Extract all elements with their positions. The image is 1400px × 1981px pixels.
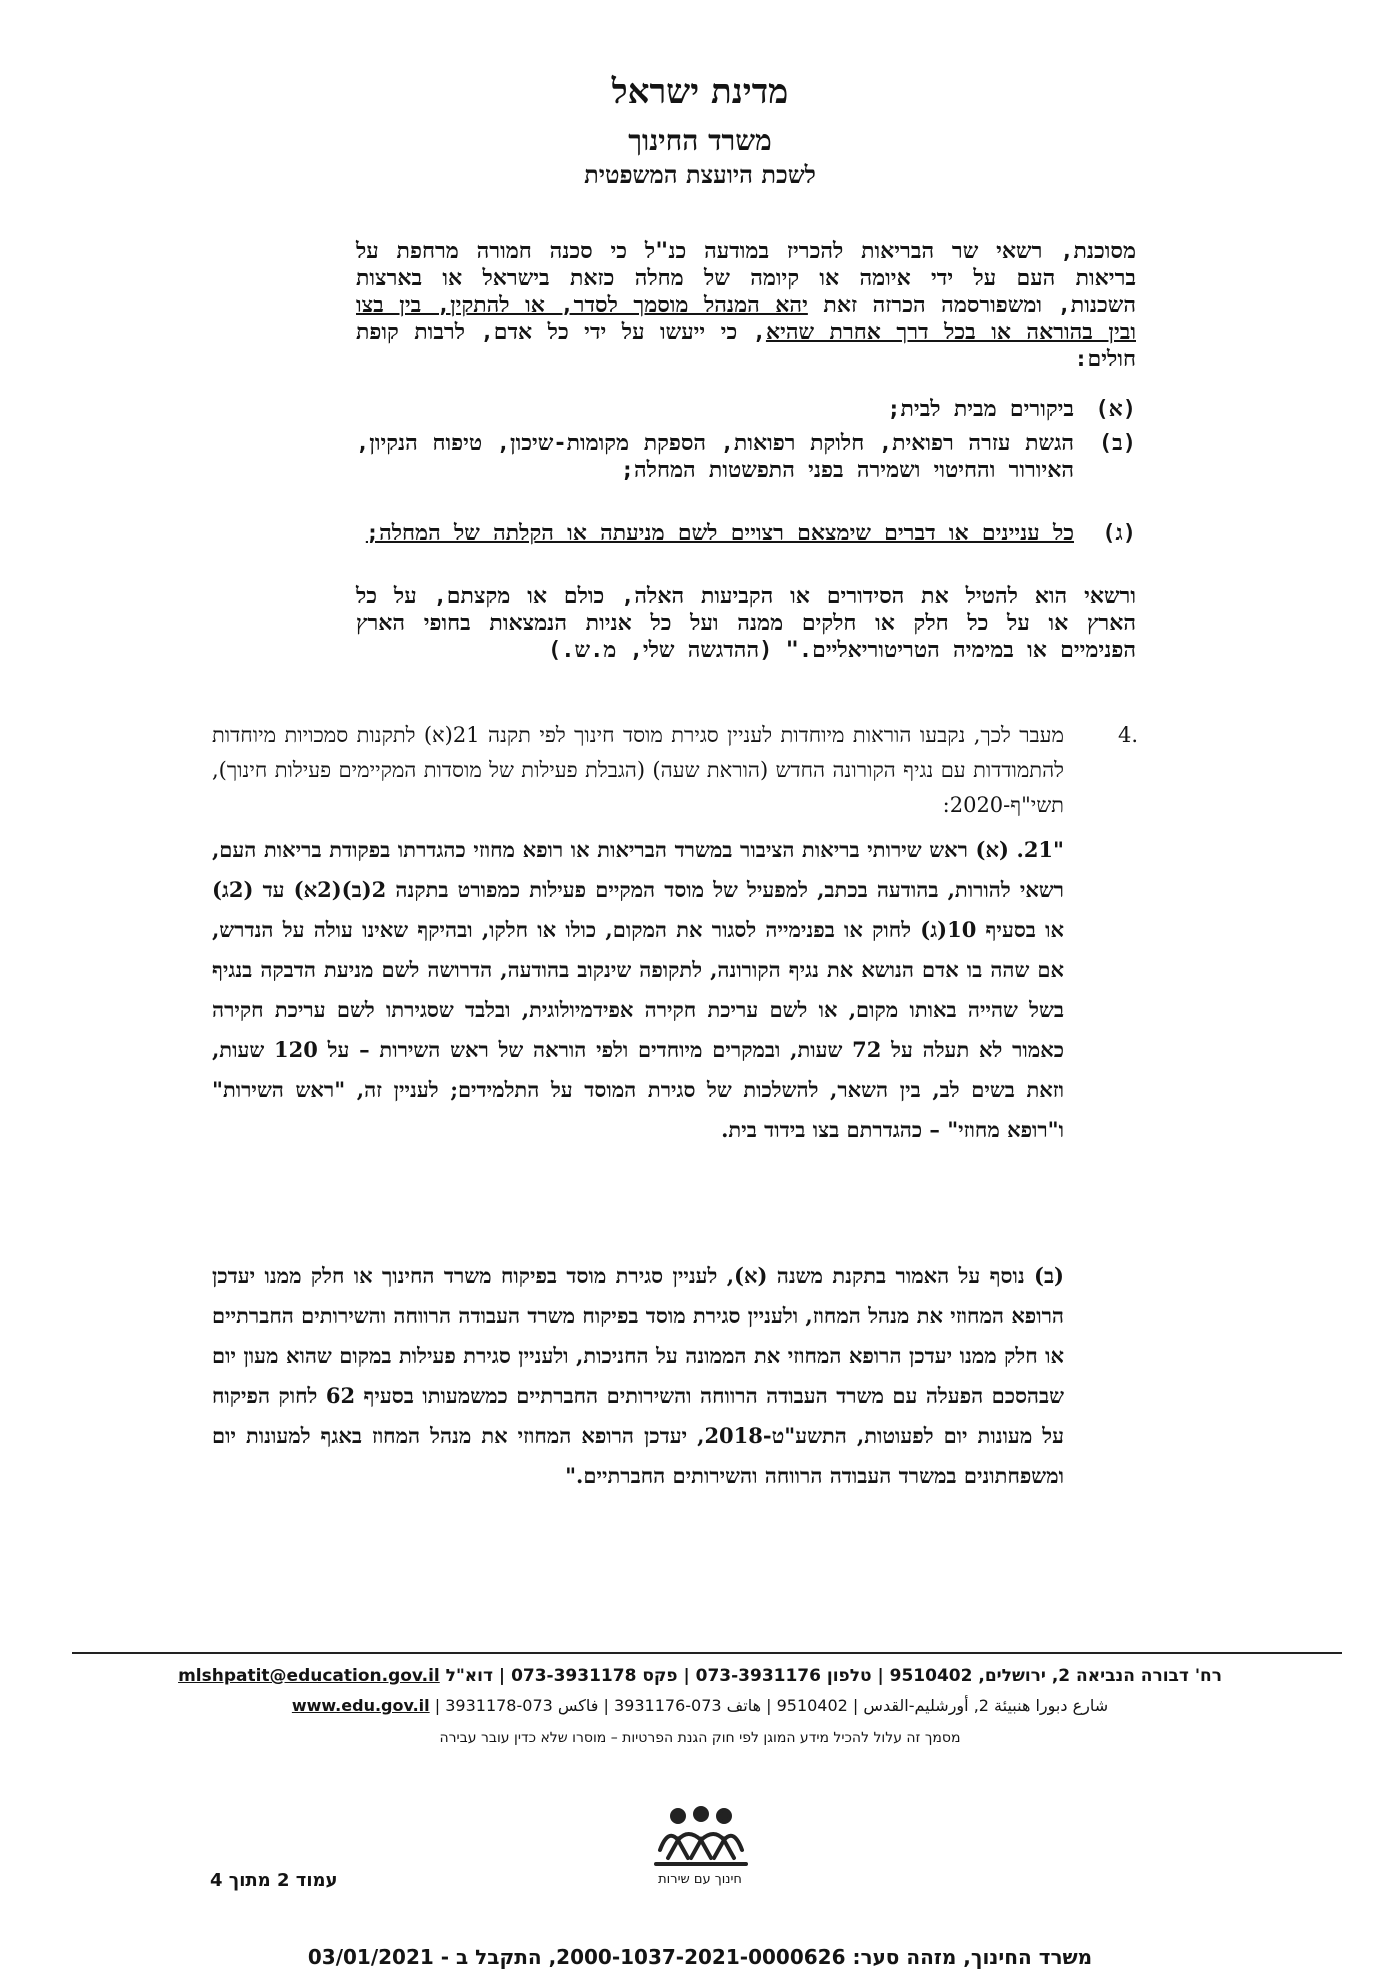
header-office: לשכת היועצת המשפטית bbox=[584, 160, 816, 189]
section-number: 4. bbox=[1117, 723, 1139, 747]
regulation-citation-a: "21. (א) ראש שירותי בריאות הציבור במשרד הבריאות או רופא מחוזי כהגדרתו בפקודת בריאות העם, רשאי להורות, בהודעה בכתב, למפעיל של מוסד המקיים פעילות כמפורט בתקנה 2(ב)(2א) עד (2ג) או בסעיף 10(ג) לחוק או בפנימייה לסגור את המקום, כולו או חלקו, ובהיקף שאינו עולה על הנדרש, אם שהה בו אדם הנושא את נגיף הקורונה, לתקופה שינקוב בהודעה, הדרושה לשם מניעת הדבקה בנגיף בשל שהייה באותו מקום, או לשם עריכת חקירה אפידמיולוגית, ובלבד שסגירתו לשם עריכת חקירה כאמור לא תעלה על 72 שעות, ובמקרים מיוחדים ולפי הוראה של ראש השירות – על 120 שעות, וזאת בשים לב, בין השאר, להשלכות של סגירת המוסד על התלמידים; לעניין זה, "ראש השירות" ו"רופא מחוזי" – כהגדרתם בצו בידוד בית. bbox=[212, 837, 1064, 1142]
footer-address-arabic bbox=[150, 1696, 1250, 1715]
item-mark: (א) bbox=[1095, 397, 1136, 422]
footer-address-arabic-text: شارع دبورا هنبيئة 2, أورشليم-القدس | 9510402 | هاتف 073-3931176 | فاكس 073-3931178 | bbox=[429, 1696, 1109, 1715]
quote-underlined: יהא המנהל מוסמך לסדר, או להתקין, בין בצו ובין בהוראה או בכל דרך אחרת שהיא bbox=[356, 293, 1136, 345]
item-mark: (ב) bbox=[1098, 431, 1136, 456]
quote-paragraph-2: ורשאי הוא להטיל את הסידורים או הקביעות האלה, כולם או מקצתם, על כל הארץ או על כל חלק או חלקים ממנה ועל כל אניות הנמצאות בחופי הארץ הפנימיים או במימיה הטריטוריאליים." (ההדגשה שלי, מ.ש.) bbox=[356, 584, 1136, 663]
footer-address-text: רח' דבורה הנביאה 2, ירושלים, 9510402 | טלפון 073-3931176 | פקס 073-3931178 | דוא"ל bbox=[439, 1666, 1222, 1686]
quote-text-tail: , כי ייעשו על ידי כל אדם, לרבות קופת חולים: bbox=[356, 320, 1136, 372]
header-ministry: משרד החינוך bbox=[628, 124, 772, 157]
email-link[interactable]: mlshpatit@education.gov.il bbox=[178, 1666, 440, 1686]
regulation-citation-b: (ב) נוסף על האמור בתקנת משנה (א), לעניין סגירת מוסד בפיקוח משרד החינוך או חלק ממנו יעדכן הרופא המחוזי את מנהל המחוז, ולעניין סגירת מוסד בפיקוח משרד העבודה הרווחה והשירותים החברתיים או חלק ממנו יעדכן הרופא המחוזי את הממונה על החניכות, ולעניין סגירת פעילות במקום שהוא מעון יום שבהסכם הפעלה עם משרד העבודה הרווחה והשירותים החברתיים כמשמעותו בסעיף 62 לחוק הפיקוח על מעונות יום לפעוטות, התשע"ט-2018, יעדכן הרופא המחוזי את מנהל המחוז באגף למעונות יום ומשפחתונים במשרד העבודה הרווחה והשירותים החברתיים." bbox=[212, 1263, 1064, 1488]
quote-item-b bbox=[356, 430, 1136, 484]
receipt-stamp: משרד החינוך, מזהה סער: 2000-1037-2021-0000626, התקבל ב - 03/01/2021 bbox=[307, 1945, 1093, 1969]
item-text: הגשת עזרה רפואית, חלוקת רפואות, הספקת מקומות-שיכון, טיפוח הנקיון, האיורור והחיטוי ושמירה בפני התפשטות המחלה; bbox=[356, 431, 1074, 483]
item-text: ביקורים מבית לבית; bbox=[887, 397, 1074, 422]
section-4-text: מעבר לכך, נקבעו הוראות מיוחדות לעניין סגירת מוסד חינוך לפי תקנה 21(א) לתקנות סמכויות מיוחדות להתמודדות עם נגיף הקורונה החדש (הוראת שעה) (הגבלת פעילות של מוסדות המקיימים פעילות חינוך), תשי"ף-2020: bbox=[212, 723, 1064, 817]
footer-privacy-notice: מסמך זה עלול להכיל מידע המוגן לפי חוק הגנת הפרטיות – מוסרו שלא כדין עובר עבירה bbox=[439, 1730, 961, 1746]
logo-caption: חינוך עם שירות bbox=[658, 1872, 742, 1887]
quote-text: מסוכנת, רשאי שר הבריאות להכריז במודעה כנ"ל כי סכנה חמורה מרחפת על בריאות העם על ידי איומה או קיומה של מחלה כזאת בישראל או בארצות השכנות, ומשפורסמה הכרזה זאת bbox=[356, 239, 1136, 318]
quote-item-a bbox=[356, 396, 1136, 423]
footer-address-hebrew bbox=[150, 1666, 1250, 1686]
quote-paragraph-1 bbox=[356, 238, 1136, 373]
header-state: מדינת ישראל bbox=[611, 72, 789, 112]
website-link[interactable]: www.edu.gov.il bbox=[291, 1696, 430, 1715]
page-number: עמוד 2 מתוך 4 bbox=[210, 1870, 338, 1891]
item-mark: (ג) bbox=[1102, 521, 1136, 546]
quote-item-g bbox=[356, 520, 1136, 547]
footer-divider bbox=[72, 1652, 1342, 1654]
item-text-underlined: כל עניינים או דברים שימצאם רצויים לשם מניעתה או הקלתה של המחלה; bbox=[365, 521, 1074, 546]
